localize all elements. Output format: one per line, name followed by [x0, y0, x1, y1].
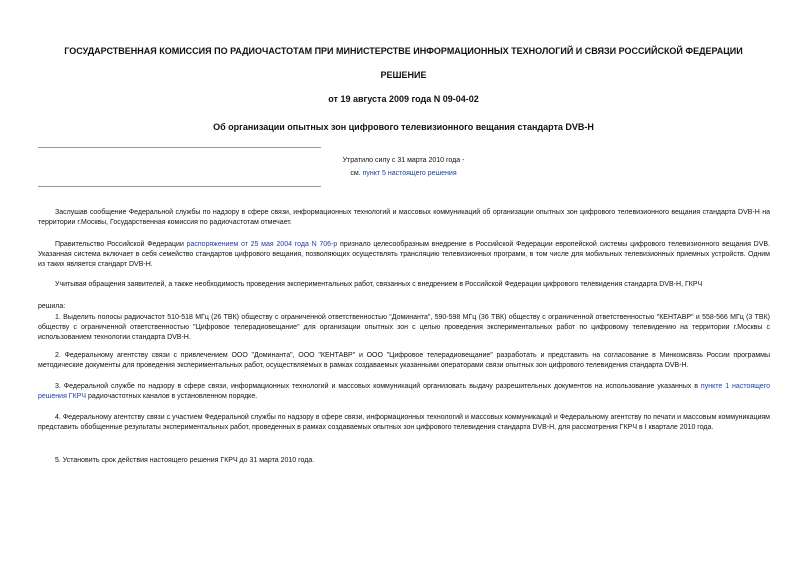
clause-4 — [38, 413, 770, 433]
order-text-after: признало целесообразным внедрение в Российской Федерации европейской системы цифрового телевизионного вещания DVB. Указанная система включает в себя семейство стандартов цифрового вещания, позволяющих осуществлять трансляцию телевизионных программ, в том числе для мобильных телевизионных приемных устройств. Одним из таких является стандарт DVB-H. — [38, 241, 770, 268]
document-title: Об организации опытных зон цифрового телевизионного вещания стандарта DVB-H — [213, 122, 594, 132]
clause-1-text: 1. Выделить полосы радиочастот 510-518 МГц (26 ТВК) обществу с ограниченной ответственностью "Доминанта", 590-598 МГц (36 ТВК) обществу с ограниченной ответственностью "КЕНТАВР" и 558-566 МГц (3 ТВК) обществу с ограниченной ответственностью "Цифровое телерадиовещание" для организации опытных зон с целью проведения экспериментальных работ по цифровому телевидению на территории г.Москвы с использованием технологии стандарта DVB-H. — [38, 314, 770, 341]
clause-2 — [38, 351, 770, 371]
expiry-notice-line: Утратило силу с 31 марта 2010 года - — [342, 157, 465, 164]
divider-bottom — [38, 186, 321, 187]
clause-5-text: 5. Установить срок действия настоящего решения ГКРЧ до 31 марта 2010 года. — [55, 457, 315, 464]
paragraph-government-order — [38, 240, 770, 270]
clause-2-text: 2. Федеральному агентству связи с привлечением ООО "Доминанта", ООО "КЕНТАВР" и ООО "Цифровое телерадиовещание" разработать и представить на согласование в Минкомсвязь России программы методические документы для проведения экспериментальных работ, осуществляемых в рамках создаваемых указанными операторами связи опытных зон цифрового телевидения стандарта DVB-H. — [38, 352, 770, 369]
clause-3 — [38, 382, 770, 402]
government-order-link[interactable]: распоряжением от 25 мая 2004 года N 706-р — [186, 241, 338, 248]
clause-1 — [38, 313, 770, 343]
expiry-notice — [0, 154, 807, 180]
document-date-number: от 19 августа 2009 года N 09-04-02 — [328, 94, 479, 104]
paragraph-considering-text: Учитывая обращения заявителей, а также необходимость проведения экспериментальных работ, связанных с внедрением в Российской Федерации цифрового телевидения стандарта DVB-H, ГКРЧ — [55, 281, 703, 288]
paragraph-considering — [38, 280, 770, 290]
paragraph-preamble-text: Заслушав сообщение Федеральной службы по надзору в сфере связи, информационных технологий и массовых коммуникаций об организации опытных зон цифрового телевизионного вещания стандарта DVB-H на территории г.Москвы, Государственная комиссия по радиочастотам отмечает. — [38, 209, 770, 226]
document-type: РЕШЕНИЕ — [380, 70, 427, 80]
divider-top — [38, 147, 321, 148]
clause-5 — [38, 456, 770, 466]
decided-label-text: решила: — [38, 303, 66, 310]
expiry-reference-prefix: см. — [350, 170, 363, 177]
clause-3-text-after: радиочастотных каналов в установленном порядке. — [86, 393, 258, 400]
expiry-reference — [0, 167, 807, 180]
clause-3-text-before: 3. Федеральной службе по надзору в сфере связи, информационных технологий и массовых коммуникаций организовать выдачу разрешительных документов на использование указанных в — [55, 383, 701, 390]
issuing-authority: ГОСУДАРСТВЕННАЯ КОМИССИЯ ПО РАДИОЧАСТОТАМ ПРИ МИНИСТЕРСТВЕ ИНФОРМАЦИОННЫХ ТЕХНОЛОГИЙ И СВЯЗИ РОССИЙСКОЙ ФЕДЕРАЦИИ — [64, 46, 743, 56]
clause-5-link[interactable]: пункт 5 настоящего решения — [362, 170, 457, 177]
paragraph-preamble — [38, 208, 770, 228]
order-text-before: Правительство Российской Федерации — [55, 241, 187, 248]
decided-label — [38, 302, 770, 312]
clause-1-reference-link[interactable]: пункте 1 настоящего решения ГКРЧ — [38, 383, 770, 400]
clause-4-text: 4. Федеральному агентству связи с участием Федеральной службы по надзору в сфере связи, информационных технологий и массовых коммуникаций и Федеральному агентству по печати и массовым коммуникациям представить обобщенные результаты экспериментальных работ, проведенных в рамках создаваемых опытных зон цифрового телевидения стандарта DVB-H, для рассмотрения ГКРЧ в I квартале 2010 года. — [38, 414, 770, 431]
